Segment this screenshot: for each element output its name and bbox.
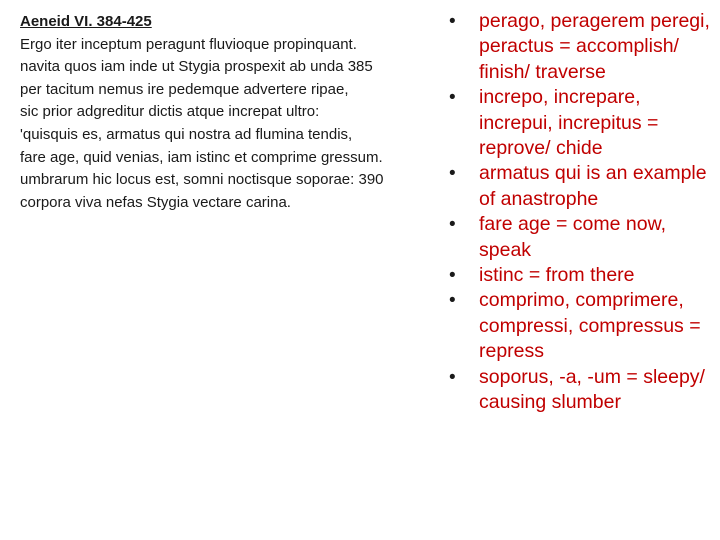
passage-line: 'quisquis es, armatus qui nostra ad flumina tendis,	[20, 125, 353, 143]
note-item	[449, 365, 717, 416]
passage-line: sic prior adgreditur dictis atque increpat ultro:	[20, 103, 320, 121]
note-item	[449, 161, 717, 212]
bullet-icon: •	[449, 163, 456, 185]
note-text: istinc = from there	[479, 264, 635, 287]
bullet-icon: •	[449, 290, 456, 312]
note-text: soporus, -a, -um = sleepy/ causing slumber	[479, 365, 705, 414]
passage-title: Aeneid VI. 384-425	[20, 13, 152, 30]
bullet-icon: •	[449, 87, 456, 109]
vocabulary-notes	[449, 9, 717, 416]
note-item	[449, 212, 717, 263]
passage-line: per tacitum nemus ire pedemque advertere ripae,	[20, 80, 349, 98]
passage-line: fare age, quid venias, iam istinc et comprime gressum.	[20, 148, 383, 166]
bullet-icon: •	[449, 214, 456, 236]
note-text: armatus qui is an example of anastrophe	[479, 162, 707, 210]
note-text: fare age = come now, speak	[479, 213, 666, 261]
bullet-icon: •	[449, 11, 456, 32]
passage-line: navita quos iam inde ut Stygia prospexit ab unda 385	[20, 58, 373, 76]
bullet-icon: •	[449, 265, 456, 287]
note-item	[449, 9, 717, 85]
bullet-icon: •	[449, 366, 456, 388]
note-item	[449, 85, 717, 161]
note-text: increpo, increpare, increpui, increpitus = reprove/ chide	[479, 86, 659, 160]
note-text: comprimo, comprimere, compressi, compressus = repress	[479, 289, 701, 363]
note-item	[449, 288, 717, 364]
note-item	[449, 263, 717, 288]
passage-line: Ergo iter inceptum peragunt fluvioque propinquant.	[20, 35, 357, 53]
passage-line: umbrarum hic locus est, somni noctisque soporae: 390	[20, 171, 384, 189]
passage-line: corpora viva nefas Stygia vectare carina.	[20, 193, 291, 211]
note-text: perago, peragerem peregi, peractus = accomplish/ finish/ traverse	[479, 10, 710, 83]
latin-passage	[20, 11, 470, 214]
